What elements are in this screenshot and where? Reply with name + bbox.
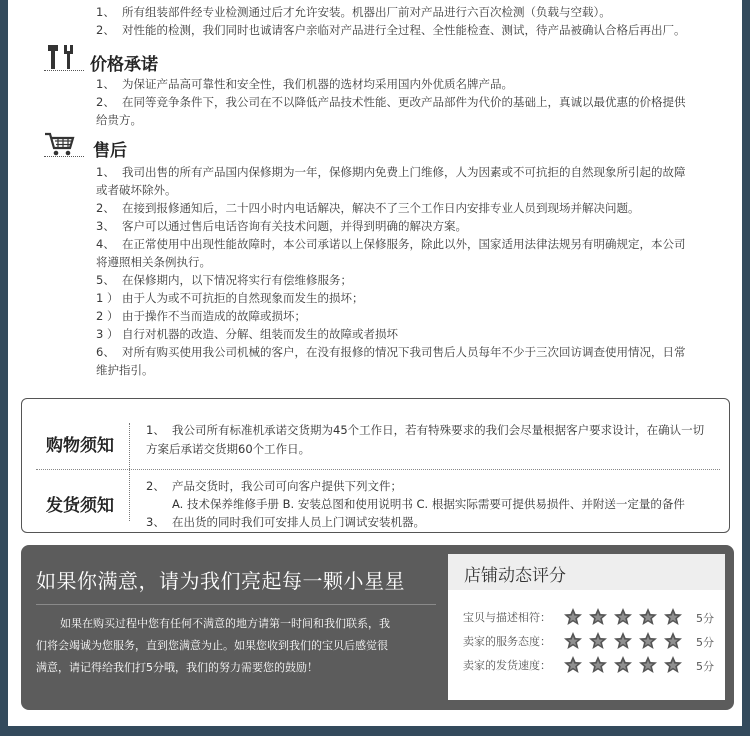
star-icon[interactable]: [564, 632, 582, 649]
star-rating[interactable]: [563, 606, 688, 632]
price-heading: 价格承诺: [90, 55, 158, 75]
tools-icon: [44, 43, 78, 71]
star-icon[interactable]: [639, 608, 657, 625]
notice-box: [21, 398, 730, 533]
rating-panel-title: 如果你满意，请为我们亮起每一颗小星星: [36, 569, 405, 593]
shipping-item-2-text: 产品交货时，我公司可向客户提供下列文件；: [172, 479, 402, 493]
right-frame-border: [742, 0, 750, 736]
star-icon[interactable]: [664, 632, 682, 649]
shopping-notice-text-cont: 方案后承诺交货期60个工作日。: [146, 442, 311, 456]
score-label: 卖家的服务态度：: [463, 635, 551, 648]
score-value: 5分: [696, 636, 714, 649]
star-icon[interactable]: [614, 608, 632, 625]
score-row-service: [448, 630, 725, 652]
shopping-notice-num: 1、: [146, 423, 165, 437]
shopping-notice-label: 购物须知: [46, 436, 114, 456]
rating-panel: [21, 545, 734, 710]
star-icon[interactable]: [639, 656, 657, 673]
shipping-item-3-text: 在出货的同时我们可安排人员上门调试安装机器。: [172, 515, 425, 529]
star-icon[interactable]: [564, 608, 582, 625]
shipping-item-2-num: 2、: [146, 479, 165, 493]
shop-score-title: 店铺动态评分: [464, 566, 566, 586]
star-rating[interactable]: [563, 654, 688, 680]
shopping-cart-icon: [44, 131, 76, 157]
service-heading-underline: [44, 156, 84, 157]
bottom-frame-border: [0, 726, 750, 736]
star-icon[interactable]: [664, 656, 682, 673]
score-value: 5分: [696, 612, 714, 625]
notice-horizontal-divider: [36, 469, 720, 470]
shopping-notice-text: 我公司所有标准机承诺交货期为45个工作日，若有特殊要求的我们会尽量根据客户要求设计，在确认一切: [172, 423, 705, 437]
rating-panel-divider: [36, 604, 436, 605]
price-heading-underline: [44, 70, 84, 71]
shipping-notice-label: 发货须知: [46, 496, 114, 516]
star-rating[interactable]: [563, 630, 688, 656]
star-icon[interactable]: [614, 656, 632, 673]
star-icon[interactable]: [564, 656, 582, 673]
star-icon[interactable]: [664, 608, 682, 625]
stars-svg: [563, 606, 688, 628]
score-row-shipping: [448, 654, 725, 676]
star-icon[interactable]: [639, 632, 657, 649]
notice-vertical-divider: [129, 423, 130, 521]
star-icon[interactable]: [589, 656, 607, 673]
score-label: 宝贝与描述相符：: [463, 611, 551, 624]
stars-svg: [563, 654, 688, 676]
stars-svg: [563, 630, 688, 652]
shop-score-card: [448, 554, 725, 700]
shipping-documents: A. 技术保养维修手册 B. 安装总图和使用说明书 C. 根据实际需要可提供易损件、并附送一定量的备件: [172, 497, 685, 511]
service-heading: 售后: [93, 141, 127, 161]
star-icon[interactable]: [614, 632, 632, 649]
score-row-description: [448, 606, 725, 628]
score-value: 5分: [696, 660, 714, 673]
shipping-item-3-num: 3、: [146, 515, 165, 529]
left-frame-border: [0, 0, 8, 736]
rating-panel-paragraph: 如果在购买过程中您有任何不满意的地方请第一时间和我们联系，我 们将会竭诚为您服务，直到您满意为止。如果您收到我们的宝贝后感觉很 满意，请记得给我们打5分哦，我们的努力需要您的鼓励！: [36, 617, 390, 674]
star-icon[interactable]: [589, 632, 607, 649]
star-icon[interactable]: [589, 608, 607, 625]
shop-score-header: [448, 554, 725, 590]
score-label: 卖家的发货速度：: [463, 659, 551, 672]
